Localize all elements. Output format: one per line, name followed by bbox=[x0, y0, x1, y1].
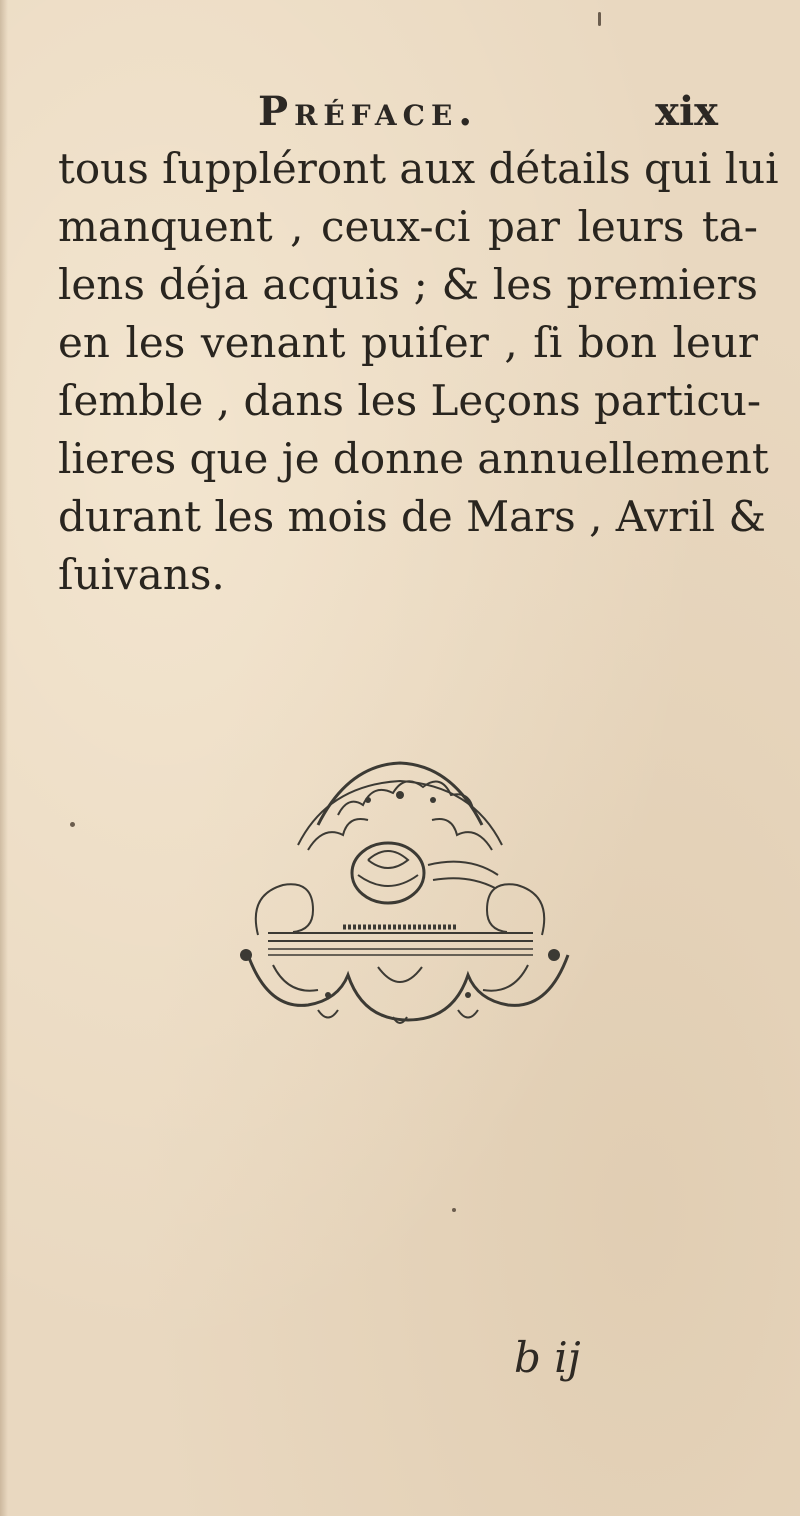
text-line: ſuivans. bbox=[58, 550, 225, 599]
text-line: durant les mois de Mars , Avril & bbox=[58, 492, 766, 541]
text-line: lens déja acquis ; & les premiers bbox=[58, 260, 758, 309]
text-line: manquent , ceux-ci par leurs ta- bbox=[58, 202, 758, 251]
paper-speck bbox=[598, 12, 601, 26]
text-line: ſemble , dans les Leçons particu- bbox=[58, 376, 762, 425]
text-line: en les venant puiſer , ſi bon leur bbox=[58, 318, 758, 367]
body-paragraph bbox=[58, 140, 779, 604]
page-number: xix bbox=[655, 88, 718, 135]
ornamental-vignette-icon bbox=[228, 755, 572, 1030]
paper-speck bbox=[452, 1208, 456, 1212]
text-line: lieres que je donne annuellement bbox=[58, 434, 769, 483]
page-edge-shadow bbox=[0, 0, 8, 1516]
running-title: Préface. bbox=[258, 88, 479, 135]
paper-speck bbox=[70, 822, 75, 827]
signature-mark: b ij bbox=[514, 1333, 581, 1382]
text-line: tous ſuppléront aux détails qui lui bbox=[58, 144, 779, 193]
page-header bbox=[258, 88, 718, 144]
